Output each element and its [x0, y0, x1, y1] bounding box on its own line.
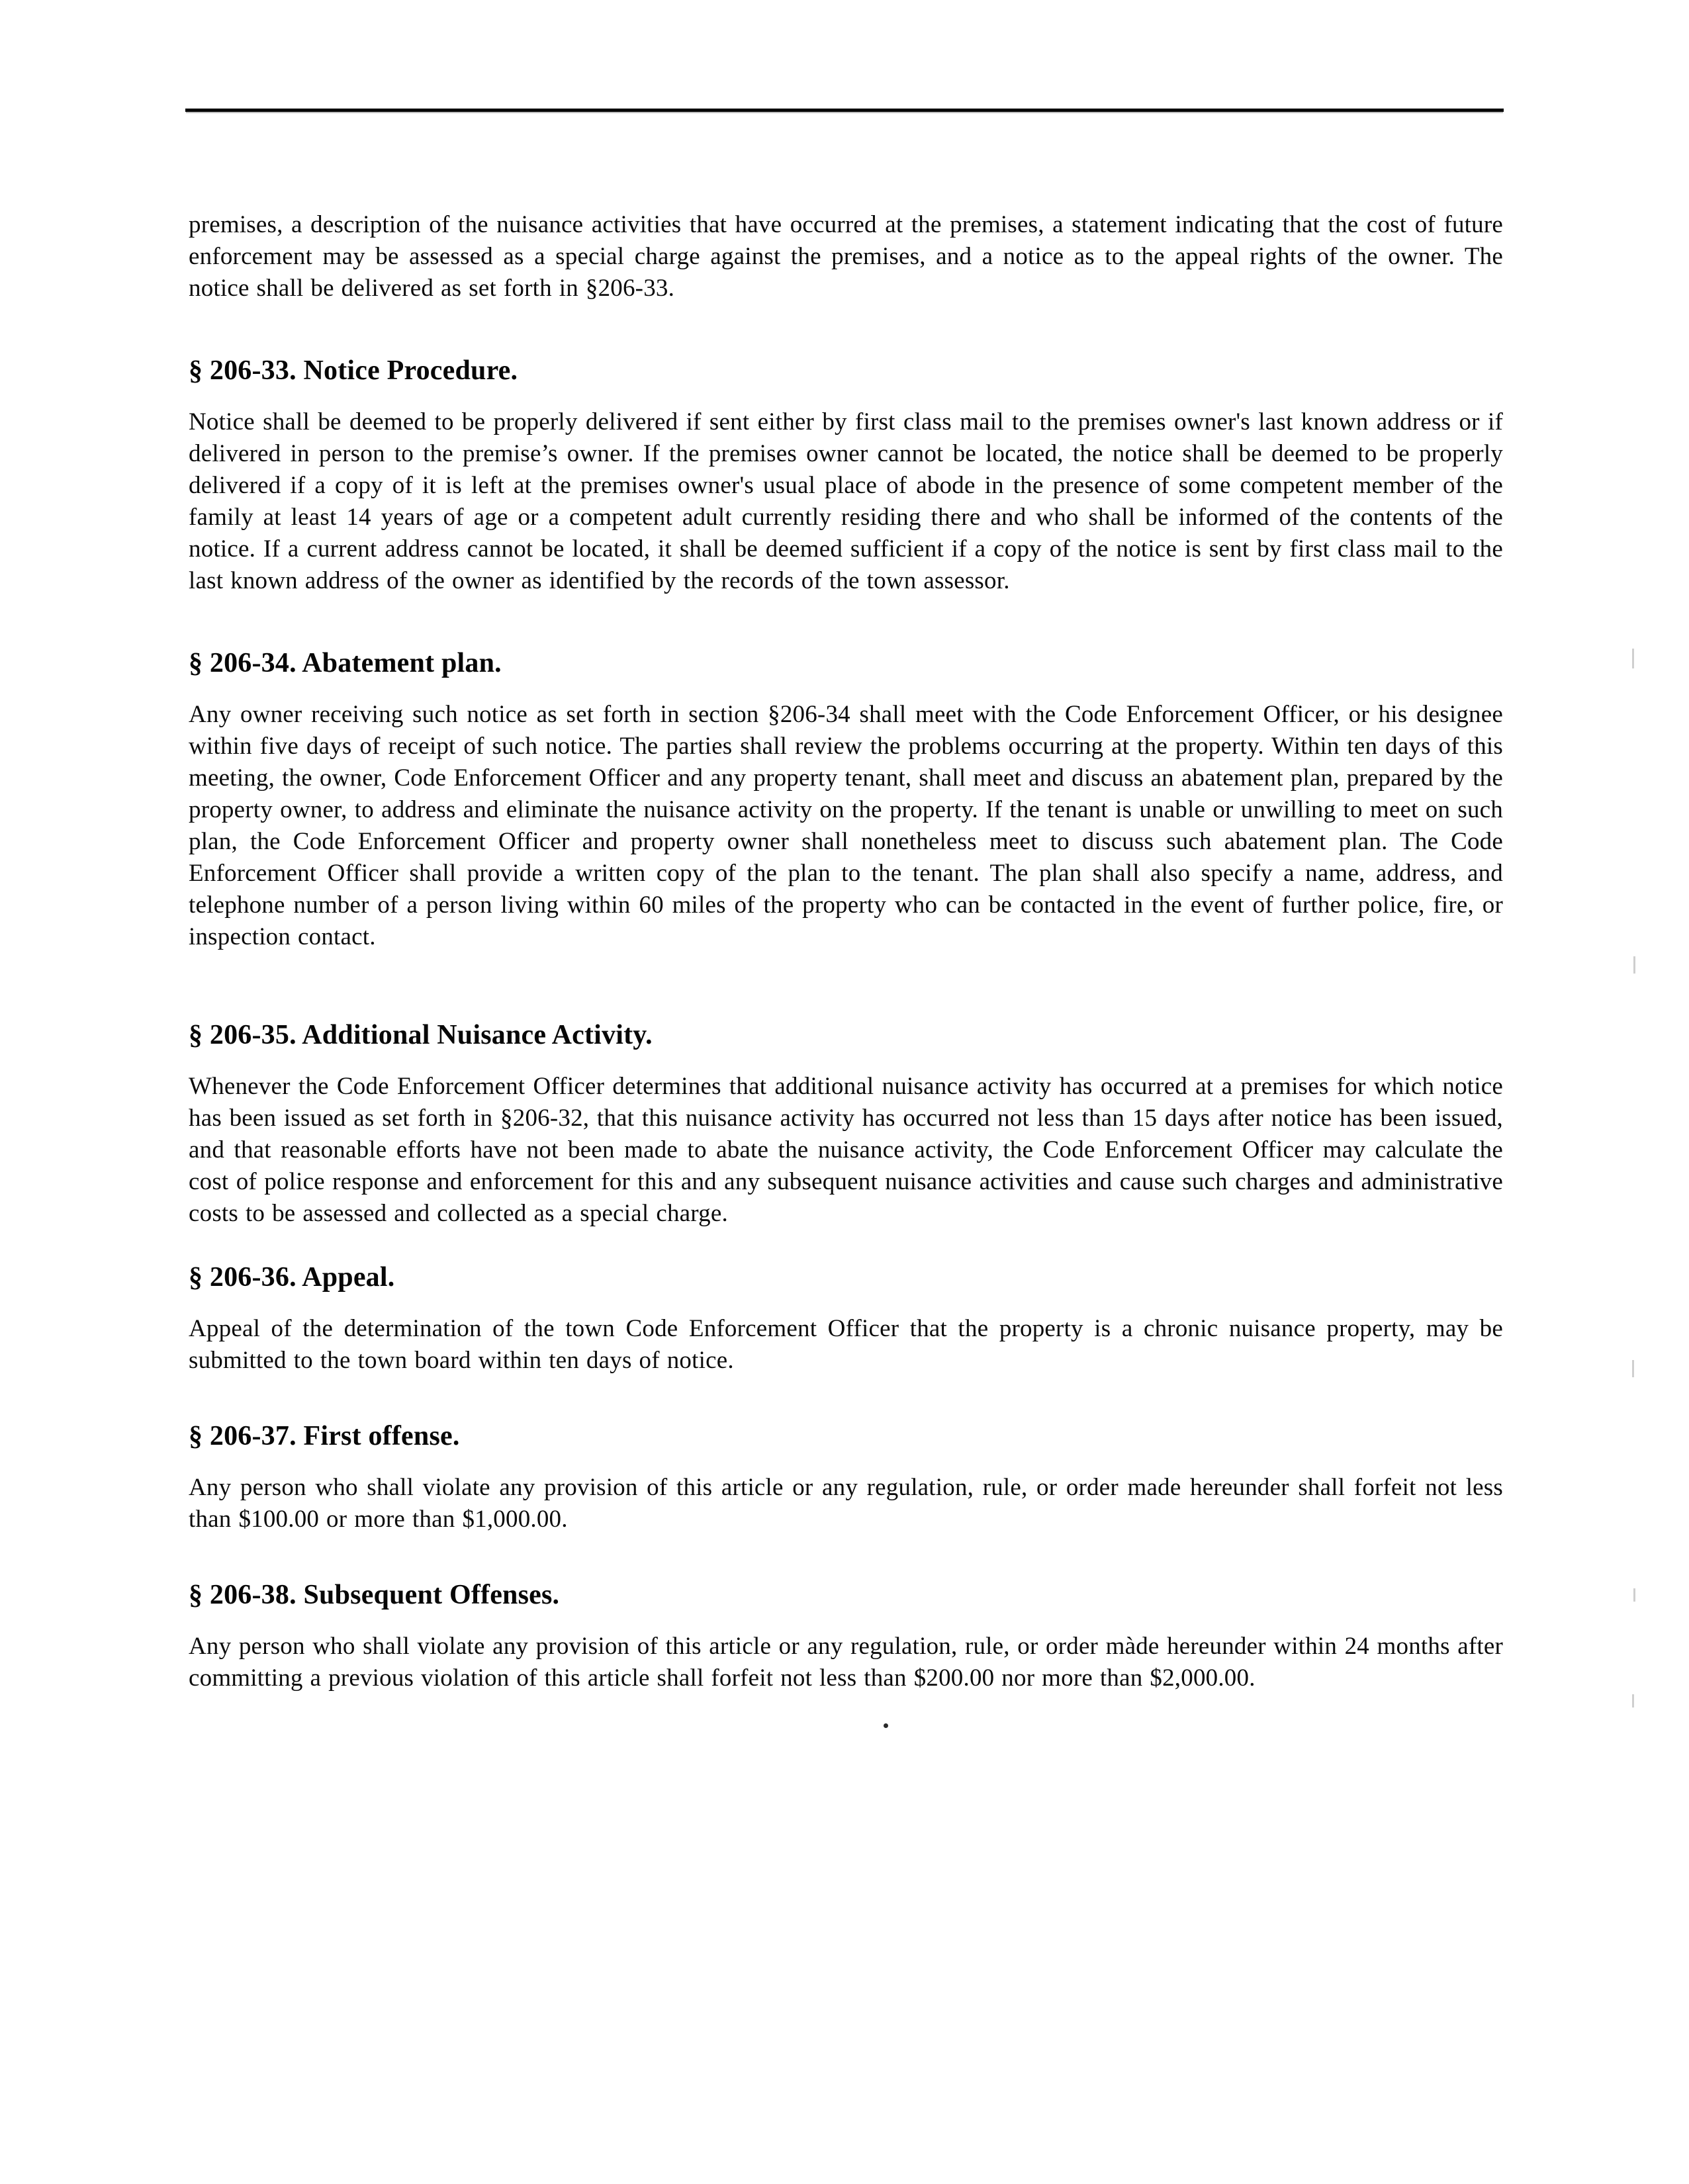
scan-artifact-dot	[884, 1723, 888, 1728]
section-body-206-36: Appeal of the determination of the town Code Enforcement Officer that the property is a chronic nuisance property, may be submitted to the town board within ten days of notice.	[189, 1315, 1503, 1374]
top-rule	[185, 109, 1504, 112]
scan-artifact-fleck	[1632, 1360, 1634, 1377]
scan-artifact-fleck	[1632, 649, 1634, 668]
continuation-paragraph: premises, a description of the nuisance activities that have occurred at the premises, a statement indicating that the cost of future enforcement may be assessed as a special charge against the premises, and a notice as to the appeal rights of the owner. The notice shall be delivered as set forth in §206-33.	[189, 211, 1503, 302]
scan-artifact-fleck	[1633, 956, 1635, 974]
scan-artifact-fleck	[1633, 1588, 1635, 1602]
section-body-206-35: Whenever the Code Enforcement Officer determines that additional nuisance activity has occurred at a premises for which notice has been issued as set forth in §206-32, that this nuisance activity has occurred not less than 15 days after notice has been issued, and that reasonable efforts have not been made to abate the nuisance activity, the Code Enforcement Officer may calculate the cost of police response and enforcement for this and any subsequent nuisance activities and cause such charges and administrative costs to be assessed and collected as a special charge.	[189, 1073, 1503, 1227]
section-heading-206-38: § 206-38. Subsequent Offenses.	[189, 1580, 560, 1610]
page-content	[189, 209, 1503, 1694]
section-heading-206-34: § 206-34. Abatement plan.	[189, 648, 502, 678]
section-heading-206-36: § 206-36. Appeal.	[189, 1262, 395, 1293]
section-body-206-34: Any owner receiving such notice as set forth in section §206-34 shall meet with the Code Enforcement Officer, or his designee within five days of receipt of such notice. The parties shall review the problems occurring at the property. Within ten days of this meeting, the owner, Code Enforcement Officer and any property tenant, shall meet and discuss an abatement plan, prepared by the property owner, to address and eliminate the nuisance activity on the property. If the tenant is unable or unwilling to meet on such plan, the Code Enforcement Officer and property owner shall nonetheless meet to discuss such abatement plan. The Code Enforcement Officer shall provide a written copy of the plan to the tenant. The plan shall also specify a name, address, and telephone number of a person living within 60 miles of the property who can be contacted in the event of further police, fire, or inspection contact.	[189, 701, 1503, 950]
section-body-206-37: Any person who shall violate any provision of this article or any regulation, rule, or order made hereunder shall forfeit not less than $100.00 or more than $1,000.00.	[189, 1474, 1503, 1533]
section-heading-206-33: § 206-33. Notice Procedure.	[189, 355, 518, 386]
section-body-206-33: Notice shall be deemed to be properly delivered if sent either by first class mail to the premises owner's last known address or if delivered in person to the premise’s owner. If the premises owner cannot be located, the notice shall be deemed to be properly delivered if a copy of it is left at the premises owner's usual place of abode in the presence of some competent member of the family at least 14 years of age or a competent adult currently residing there and who shall be informed of the contents of the notice. If a current address cannot be located, it shall be deemed sufficient if a copy of the notice is sent by first class mail to the last known address of the owner as identified by the records of the town assessor.	[189, 408, 1503, 594]
section-heading-206-37: § 206-37. First offense.	[189, 1421, 460, 1451]
section-body-206-38: Any person who shall violate any provision of this article or any regulation, rule, or order màde hereunder within 24 months after committing a previous violation of this article shall forfeit not less than $200.00 nor more than $2,000.00.	[189, 1633, 1503, 1692]
scan-artifact-fleck	[1632, 1694, 1634, 1707]
section-heading-206-35: § 206-35. Additional Nuisance Activity.	[189, 1020, 653, 1050]
